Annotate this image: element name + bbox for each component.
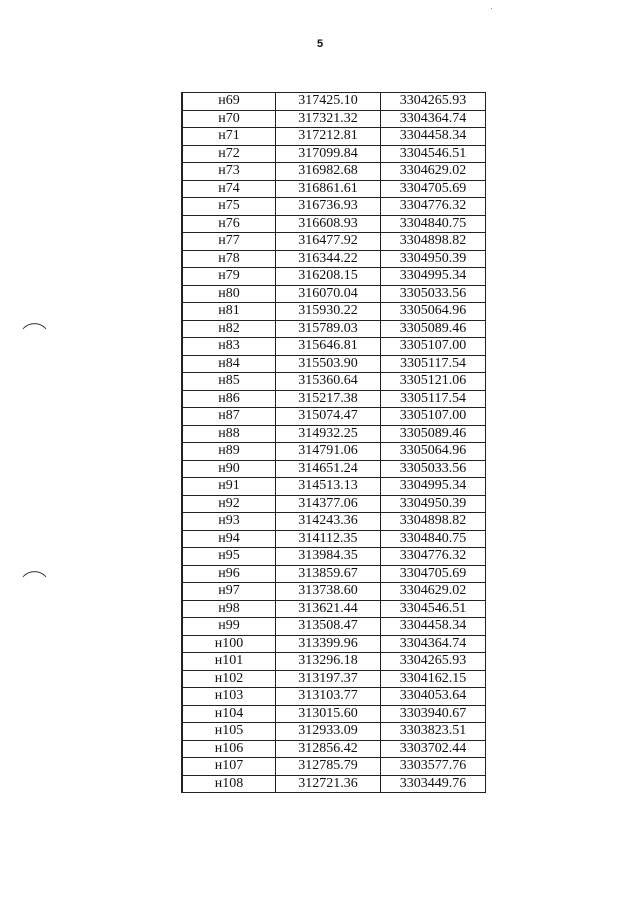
point-name-cell: н96	[182, 565, 276, 583]
table-row	[182, 93, 486, 111]
point-name-cell: н78	[182, 250, 276, 268]
x-coordinate-cell: 314651.24	[276, 460, 381, 478]
y-coordinate-cell: 3304705.69	[381, 565, 486, 583]
point-name-cell: н73	[182, 163, 276, 181]
table-row	[182, 233, 486, 251]
y-coordinate-cell: 3304458.34	[381, 128, 486, 146]
point-name-cell: н91	[182, 478, 276, 496]
point-name-cell: н98	[182, 600, 276, 618]
y-coordinate-cell: 3304840.75	[381, 215, 486, 233]
table-row	[182, 635, 486, 653]
x-coordinate-cell: 313399.96	[276, 635, 381, 653]
point-name-cell: н71	[182, 128, 276, 146]
y-coordinate-cell: 3305107.00	[381, 408, 486, 426]
y-coordinate-cell: 3305107.00	[381, 338, 486, 356]
point-name-cell: н97	[182, 583, 276, 601]
y-coordinate-cell: 3305121.06	[381, 373, 486, 391]
table-row	[182, 320, 486, 338]
point-name-cell: н84	[182, 355, 276, 373]
x-coordinate-cell: 315789.03	[276, 320, 381, 338]
y-coordinate-cell: 3304995.34	[381, 478, 486, 496]
table-row	[182, 215, 486, 233]
point-name-cell: н94	[182, 530, 276, 548]
y-coordinate-cell: 3304053.64	[381, 688, 486, 706]
x-coordinate-cell: 314932.25	[276, 425, 381, 443]
x-coordinate-cell: 312933.09	[276, 723, 381, 741]
point-name-cell: н80	[182, 285, 276, 303]
point-name-cell: н103	[182, 688, 276, 706]
y-coordinate-cell: 3304898.82	[381, 513, 486, 531]
x-coordinate-cell: 314112.35	[276, 530, 381, 548]
point-name-cell: н101	[182, 653, 276, 671]
point-name-cell: н100	[182, 635, 276, 653]
table-row	[182, 390, 486, 408]
coordinates-table	[181, 92, 486, 793]
x-coordinate-cell: 316344.22	[276, 250, 381, 268]
y-coordinate-cell: 3304629.02	[381, 583, 486, 601]
table-row	[182, 775, 486, 793]
point-name-cell: н106	[182, 740, 276, 758]
point-name-cell: н102	[182, 670, 276, 688]
x-coordinate-cell: 314243.36	[276, 513, 381, 531]
x-coordinate-cell: 313197.37	[276, 670, 381, 688]
x-coordinate-cell: 315217.38	[276, 390, 381, 408]
y-coordinate-cell: 3305117.54	[381, 390, 486, 408]
y-coordinate-cell: 3304458.34	[381, 618, 486, 636]
table-row	[182, 565, 486, 583]
point-name-cell: н83	[182, 338, 276, 356]
y-coordinate-cell: 3304364.74	[381, 635, 486, 653]
table-row	[182, 338, 486, 356]
y-coordinate-cell: 3303940.67	[381, 705, 486, 723]
point-name-cell: н86	[182, 390, 276, 408]
x-coordinate-cell: 315074.47	[276, 408, 381, 426]
y-coordinate-cell: 3304950.39	[381, 250, 486, 268]
point-name-cell: н69	[182, 93, 276, 111]
punch-hole-mark-top	[22, 316, 46, 340]
table-row	[182, 425, 486, 443]
x-coordinate-cell: 313296.18	[276, 653, 381, 671]
table-row	[182, 688, 486, 706]
punch-hole-mark-bottom	[22, 564, 46, 588]
point-name-cell: н87	[182, 408, 276, 426]
point-name-cell: н79	[182, 268, 276, 286]
point-name-cell: н81	[182, 303, 276, 321]
table-row	[182, 198, 486, 216]
x-coordinate-cell: 312721.36	[276, 775, 381, 793]
x-coordinate-cell: 313738.60	[276, 583, 381, 601]
x-coordinate-cell: 313508.47	[276, 618, 381, 636]
point-name-cell: н74	[182, 180, 276, 198]
table-row	[182, 110, 486, 128]
point-name-cell: н85	[182, 373, 276, 391]
x-coordinate-cell: 315503.90	[276, 355, 381, 373]
page-number: 5	[316, 38, 324, 50]
point-name-cell: н95	[182, 548, 276, 566]
y-coordinate-cell: 3304265.93	[381, 93, 486, 111]
x-coordinate-cell: 313015.60	[276, 705, 381, 723]
point-name-cell: н105	[182, 723, 276, 741]
x-coordinate-cell: 315646.81	[276, 338, 381, 356]
point-name-cell: н82	[182, 320, 276, 338]
y-coordinate-cell: 3305064.96	[381, 443, 486, 461]
y-coordinate-cell: 3304364.74	[381, 110, 486, 128]
point-name-cell: н92	[182, 495, 276, 513]
x-coordinate-cell: 316608.93	[276, 215, 381, 233]
x-coordinate-cell: 316477.92	[276, 233, 381, 251]
y-coordinate-cell: 3303823.51	[381, 723, 486, 741]
y-coordinate-cell: 3305033.56	[381, 285, 486, 303]
x-coordinate-cell: 317321.32	[276, 110, 381, 128]
table-row	[182, 478, 486, 496]
x-coordinate-cell: 313984.35	[276, 548, 381, 566]
x-coordinate-cell: 317425.10	[276, 93, 381, 111]
table-row	[182, 180, 486, 198]
table-row	[182, 303, 486, 321]
table-row	[182, 495, 486, 513]
table-row	[182, 705, 486, 723]
y-coordinate-cell: 3305089.46	[381, 320, 486, 338]
table-row	[182, 145, 486, 163]
y-coordinate-cell: 3304898.82	[381, 233, 486, 251]
table-row	[182, 758, 486, 776]
x-coordinate-cell: 314791.06	[276, 443, 381, 461]
x-coordinate-cell: 316736.93	[276, 198, 381, 216]
x-coordinate-cell: 313859.67	[276, 565, 381, 583]
x-coordinate-cell: 313103.77	[276, 688, 381, 706]
table-row	[182, 548, 486, 566]
x-coordinate-cell: 316208.15	[276, 268, 381, 286]
table-row	[182, 285, 486, 303]
point-name-cell: н107	[182, 758, 276, 776]
y-coordinate-cell: 3304840.75	[381, 530, 486, 548]
table-row	[182, 355, 486, 373]
y-coordinate-cell: 3304995.34	[381, 268, 486, 286]
table-row	[182, 723, 486, 741]
table-row	[182, 740, 486, 758]
table-row	[182, 653, 486, 671]
x-coordinate-cell: 316861.61	[276, 180, 381, 198]
coordinates-table-body	[182, 93, 486, 793]
point-name-cell: н75	[182, 198, 276, 216]
table-row	[182, 513, 486, 531]
point-name-cell: н99	[182, 618, 276, 636]
y-coordinate-cell: 3304705.69	[381, 180, 486, 198]
x-coordinate-cell: 316982.68	[276, 163, 381, 181]
point-name-cell: н88	[182, 425, 276, 443]
x-coordinate-cell: 317099.84	[276, 145, 381, 163]
table-row	[182, 443, 486, 461]
table-row	[182, 268, 486, 286]
point-name-cell: н72	[182, 145, 276, 163]
x-coordinate-cell: 314513.13	[276, 478, 381, 496]
table-row	[182, 530, 486, 548]
x-coordinate-cell: 312785.79	[276, 758, 381, 776]
x-coordinate-cell: 313621.44	[276, 600, 381, 618]
y-coordinate-cell: 3303702.44	[381, 740, 486, 758]
y-coordinate-cell: 3303449.76	[381, 775, 486, 793]
y-coordinate-cell: 3304162.15	[381, 670, 486, 688]
x-coordinate-cell: 316070.04	[276, 285, 381, 303]
point-name-cell: н104	[182, 705, 276, 723]
point-name-cell: н93	[182, 513, 276, 531]
y-coordinate-cell: 3305033.56	[381, 460, 486, 478]
table-row	[182, 128, 486, 146]
table-row	[182, 373, 486, 391]
y-coordinate-cell: 3304546.51	[381, 600, 486, 618]
point-name-cell: н89	[182, 443, 276, 461]
x-coordinate-cell: 315930.22	[276, 303, 381, 321]
y-coordinate-cell: 3304776.32	[381, 548, 486, 566]
y-coordinate-cell: 3303577.76	[381, 758, 486, 776]
y-coordinate-cell: 3304629.02	[381, 163, 486, 181]
table-row	[182, 460, 486, 478]
table-row	[182, 250, 486, 268]
y-coordinate-cell: 3304950.39	[381, 495, 486, 513]
corner-dot	[491, 8, 492, 9]
point-name-cell: н108	[182, 775, 276, 793]
y-coordinate-cell: 3304546.51	[381, 145, 486, 163]
table-row	[182, 583, 486, 601]
point-name-cell: н70	[182, 110, 276, 128]
point-name-cell: н76	[182, 215, 276, 233]
x-coordinate-cell: 315360.64	[276, 373, 381, 391]
y-coordinate-cell: 3305117.54	[381, 355, 486, 373]
y-coordinate-cell: 3304776.32	[381, 198, 486, 216]
point-name-cell: н90	[182, 460, 276, 478]
table-row	[182, 408, 486, 426]
table-row	[182, 163, 486, 181]
table-row	[182, 618, 486, 636]
table-row	[182, 670, 486, 688]
y-coordinate-cell: 3304265.93	[381, 653, 486, 671]
y-coordinate-cell: 3305089.46	[381, 425, 486, 443]
x-coordinate-cell: 314377.06	[276, 495, 381, 513]
x-coordinate-cell: 317212.81	[276, 128, 381, 146]
table-row	[182, 600, 486, 618]
x-coordinate-cell: 312856.42	[276, 740, 381, 758]
point-name-cell: н77	[182, 233, 276, 251]
y-coordinate-cell: 3305064.96	[381, 303, 486, 321]
